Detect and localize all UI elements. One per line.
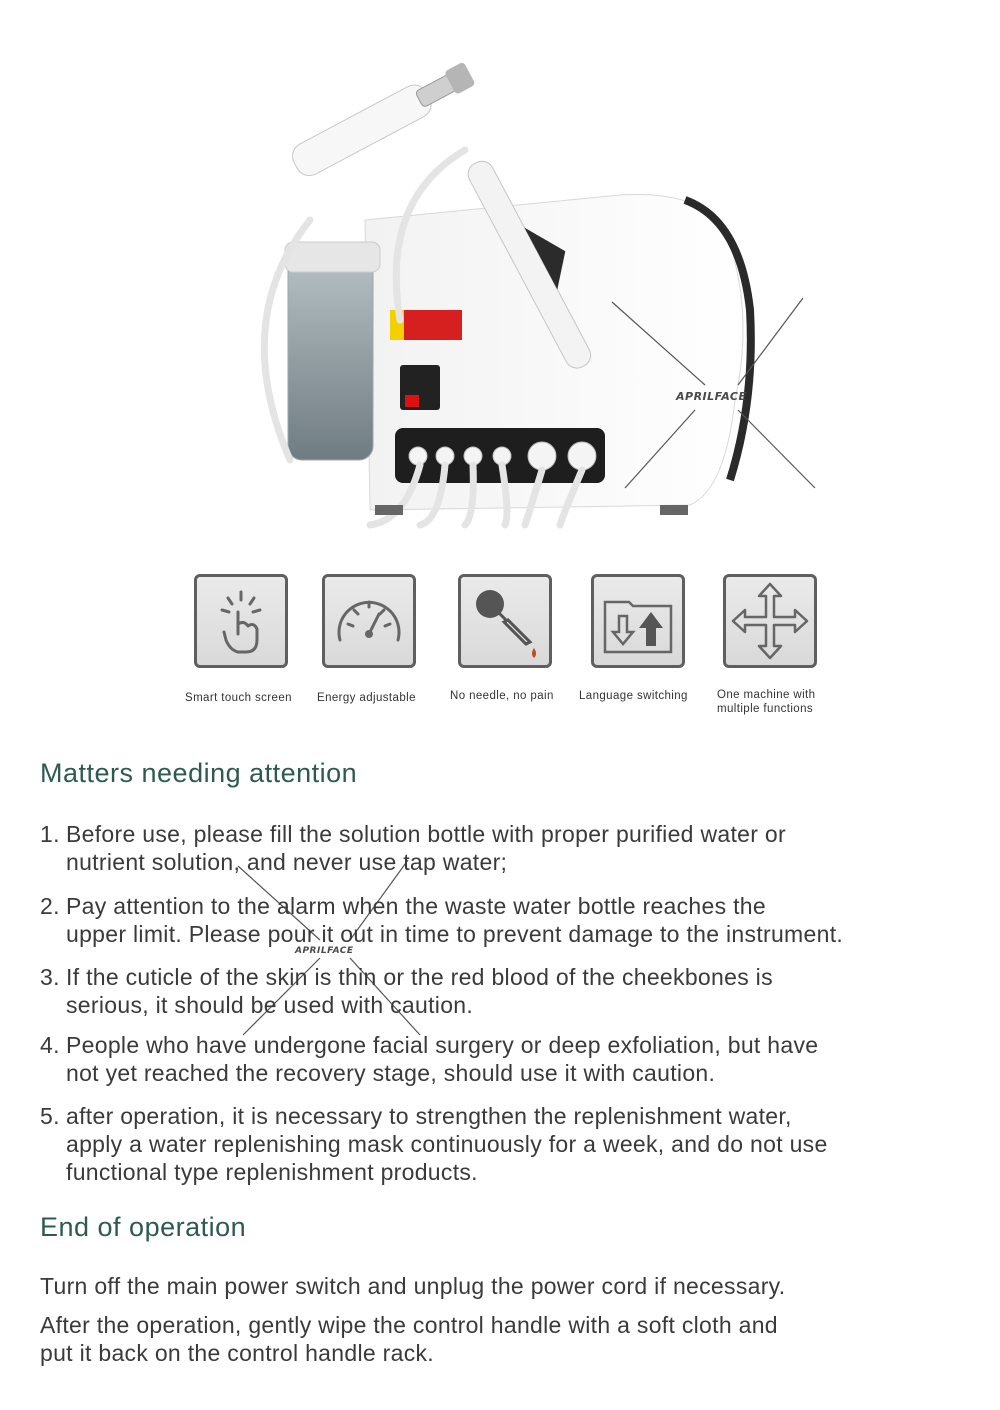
item-text: Pay attention to the alarm when the waste water bottle reaches the <box>66 893 766 919</box>
feature-touch-screen <box>185 574 292 704</box>
item-text-cont: nutrient solution, and never use tap water; <box>66 849 508 875</box>
brand-watermark-text: APRILFACE <box>295 946 354 956</box>
item-text-cont: not yet reached the recovery stage, should use it with caution. <box>66 1060 716 1086</box>
attention-heading: Matters needing attention <box>40 758 358 788</box>
feature-energy <box>317 574 418 704</box>
item-number: 2. <box>40 893 60 919</box>
end-paragraph-1: Turn off the main power switch and unplug the power cord if necessary. <box>40 1273 786 1299</box>
item-text-cont: serious, it should be used with caution. <box>66 992 474 1018</box>
item-text-cont: upper limit. Please pour it out in time to prevent damage to the instrument. <box>66 921 844 947</box>
end-paragraph-2-line2: put it back on the control handle rack. <box>40 1340 434 1366</box>
feature-label: Smart touch screen <box>185 692 292 704</box>
item-number: 3. <box>40 964 60 990</box>
attention-item-3 <box>40 963 773 1019</box>
dropper-icon <box>458 574 552 668</box>
feature-no-needle <box>450 574 554 702</box>
item-text-cont: functional type replenishment products. <box>66 1159 478 1185</box>
feature-label-line1: One machine with <box>717 689 816 701</box>
feature-label: Language switching <box>579 690 688 702</box>
item-text: Before use, please fill the solution bottle with proper purified water or <box>66 821 786 847</box>
feature-label: No needle, no pain <box>450 690 554 702</box>
item-number: 1. <box>40 821 60 847</box>
language-switch-icon <box>591 574 685 668</box>
feature-multi-function <box>717 574 819 715</box>
four-way-arrows-icon <box>723 574 817 668</box>
end-heading: End of operation <box>40 1212 247 1242</box>
item-number: 4. <box>40 1032 60 1058</box>
item-text: after operation, it is necessary to strengthen the replenishment water, <box>66 1103 792 1129</box>
brand-watermark: APRILFACE <box>676 390 747 403</box>
attention-item-2 <box>40 892 843 948</box>
feature-language <box>579 574 688 702</box>
attention-item-4 <box>40 1031 818 1087</box>
item-number: 5. <box>40 1103 60 1129</box>
attention-item-1 <box>40 820 786 876</box>
end-paragraph-2-line1: After the operation, gently wipe the control handle with a soft cloth and <box>40 1312 778 1338</box>
item-text-cont: apply a water replenishing mask continuously for a week, and do not use <box>66 1131 828 1157</box>
item-text: People who have undergone facial surgery or deep exfoliation, but have <box>66 1032 819 1058</box>
product-image <box>230 20 770 530</box>
attention-item-5 <box>40 1102 828 1186</box>
touch-screen-icon <box>194 574 288 668</box>
end-paragraph-2 <box>40 1311 778 1367</box>
feature-label-line2: multiple functions <box>717 703 814 715</box>
item-text: If the cuticle of the skin is thin or the red blood of the cheekbones is <box>66 964 773 990</box>
speedometer-icon <box>322 574 416 668</box>
feature-label: Energy adjustable <box>317 692 416 704</box>
